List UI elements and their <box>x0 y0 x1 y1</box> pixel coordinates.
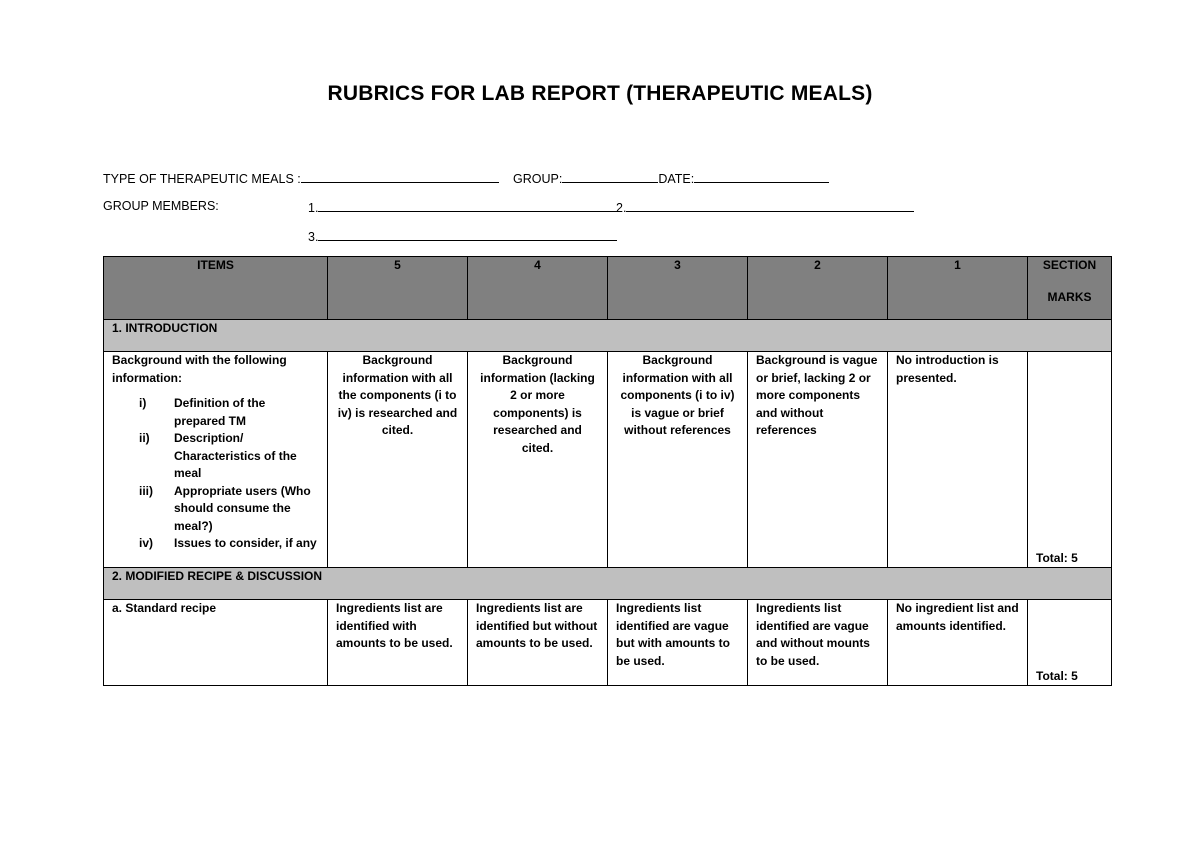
recipe-score-4: Ingredients list are identified but without amounts to be used. <box>468 600 608 686</box>
group-members-label: GROUP MEMBERS: <box>103 199 219 213</box>
section-marks-line2: MARKS <box>1047 289 1092 304</box>
header-score-5: 5 <box>328 257 468 320</box>
recipe-score-3: Ingredients list identified are vague but with amounts to be used. <box>608 600 748 686</box>
member-3-label: 3. <box>308 230 319 244</box>
sub-item: iv) Issues to consider, if any <box>139 536 317 550</box>
introduction-score-4: Background information (lacking 2 or more components) is researched and cited. <box>468 352 608 568</box>
meal-type-blank[interactable] <box>301 170 499 183</box>
sub-item: i) Definition of the prepared TM <box>139 396 266 428</box>
member-3-field[interactable] <box>308 228 617 244</box>
member-1-label: 1. <box>308 201 319 215</box>
member-3-blank[interactable] <box>318 228 617 241</box>
member-2-blank[interactable] <box>626 199 914 212</box>
therapeutic-meal-type-field[interactable] <box>103 170 499 186</box>
member-1-field[interactable] <box>308 199 617 215</box>
header-score-4: 4 <box>468 257 608 320</box>
sub-item: iii) Appropriate users (Who should consume the meal?) <box>139 483 311 533</box>
header-score-1: 1 <box>888 257 1028 320</box>
sub-item: ii) Description/ Characteristics of the meal <box>139 431 297 480</box>
header-score-2: 2 <box>748 257 888 320</box>
section-introduction-title: 1. INTRODUCTION <box>104 320 1112 352</box>
header-score-3: 3 <box>608 257 748 320</box>
group-label: GROUP: <box>513 172 563 186</box>
document-title: RUBRICS FOR LAB REPORT (THERAPEUTIC MEALS) <box>327 82 873 105</box>
section-recipe-row <box>104 568 1112 600</box>
header-section-marks <box>1028 257 1112 320</box>
section-marks-line1: SECTION <box>1042 258 1097 272</box>
group-blank[interactable] <box>562 170 658 183</box>
standard-recipe-row <box>104 600 1112 686</box>
section-introduction-row <box>104 320 1112 352</box>
introduction-total: Total: 5 <box>1028 352 1112 568</box>
meal-type-label: TYPE OF THERAPEUTIC MEALS : <box>103 172 301 186</box>
member-2-field[interactable] <box>616 199 914 215</box>
member-1-blank[interactable] <box>318 199 617 212</box>
recipe-score-2: Ingredients list identified are vague and without mounts to be used. <box>748 600 888 686</box>
section-recipe-title: 2. MODIFIED RECIPE & DISCUSSION <box>104 568 1112 600</box>
group-field[interactable] <box>513 170 829 186</box>
standard-recipe-item: a. Standard recipe <box>104 600 328 686</box>
recipe-score-1: No ingredient list and amounts identified. <box>888 600 1028 686</box>
introduction-sub-items <box>112 395 319 553</box>
introduction-item-text: Background with the following information: <box>112 353 287 385</box>
recipe-score-5: Ingredients list are identified with amounts to be used. <box>328 600 468 686</box>
member-2-label: 2. <box>616 201 627 215</box>
introduction-score-5: Background information with all the components (i to iv) is researched and cited. <box>328 352 468 568</box>
introduction-score-1: No introduction is presented. <box>888 352 1028 568</box>
rubric-table <box>103 256 1112 686</box>
recipe-total: Total: 5 <box>1028 600 1112 686</box>
introduction-item-cell <box>104 352 328 568</box>
date-blank[interactable] <box>694 170 829 183</box>
header-items: ITEMS <box>104 257 328 320</box>
introduction-score-2: Background is vague or brief, lacking 2 or more components and without references <box>748 352 888 568</box>
date-label: DATE: <box>658 172 695 186</box>
introduction-criteria-row <box>104 352 1112 568</box>
introduction-score-3: Background information with all components (i to iv) is vague or brief without references <box>608 352 748 568</box>
